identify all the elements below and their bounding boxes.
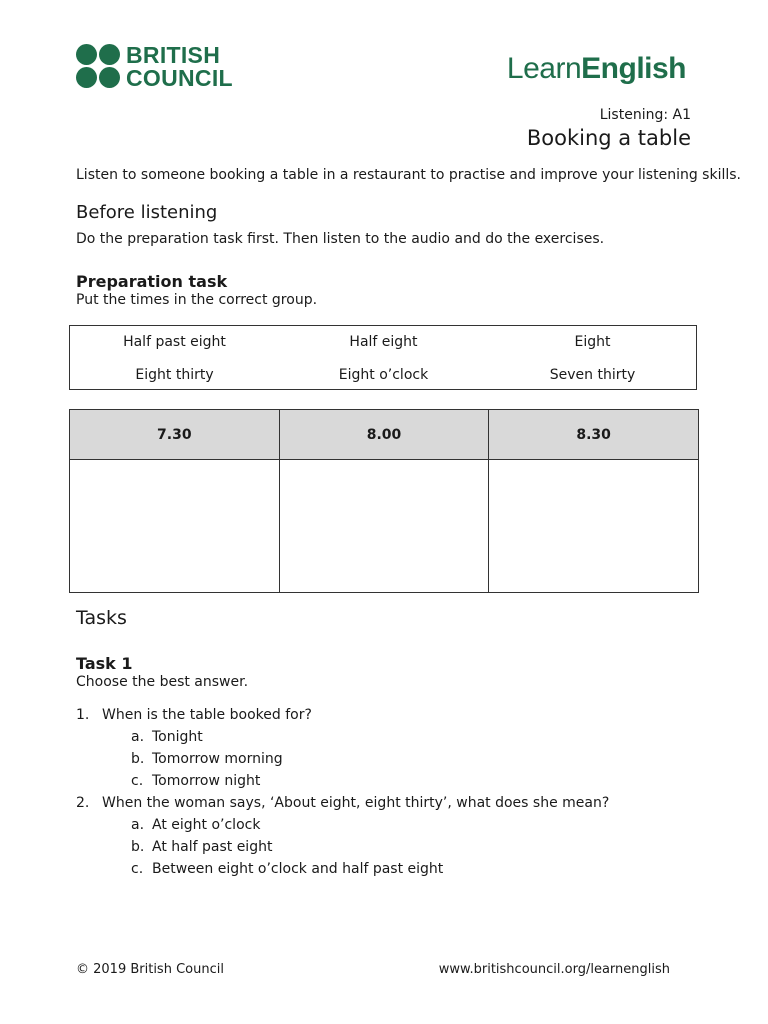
option-text[interactable]: Between eight o’clock and half past eight bbox=[152, 861, 444, 877]
question-number: 1. bbox=[76, 707, 90, 723]
footer-copyright: © 2019 British Council bbox=[76, 962, 224, 977]
question-text: When is the table booked for? bbox=[102, 707, 312, 723]
word-bank bbox=[69, 325, 697, 390]
task1-instruction: Choose the best answer. bbox=[76, 674, 249, 690]
word-item[interactable]: Eight o’clock bbox=[338, 367, 429, 383]
british-council-dots-icon bbox=[76, 44, 122, 90]
page-title: Booking a table bbox=[526, 126, 691, 150]
logo-english: English bbox=[581, 52, 686, 85]
word-item[interactable]: Half eight bbox=[349, 334, 418, 350]
option-letter: a. bbox=[131, 817, 145, 833]
answer-cell[interactable] bbox=[279, 460, 489, 593]
task1-heading: Task 1 bbox=[76, 654, 133, 673]
column-header: 8.30 bbox=[489, 410, 699, 460]
option-letter: c. bbox=[131, 861, 144, 877]
column-header: 8.00 bbox=[279, 410, 489, 460]
option-letter: b. bbox=[131, 839, 145, 855]
brand-line-1: BRITISH bbox=[126, 42, 221, 68]
intro-text: Listen to someone booking a table in a restaurant to practise and improve your listening skills. bbox=[76, 167, 741, 183]
question-number: 2. bbox=[76, 795, 90, 811]
option-text[interactable]: At half past eight bbox=[152, 839, 273, 855]
column-header: 7.30 bbox=[70, 410, 280, 460]
table-header-row bbox=[70, 410, 699, 460]
preparation-heading: Preparation task bbox=[76, 272, 228, 291]
option-letter: a. bbox=[131, 729, 145, 745]
question-text: When the woman says, ‘About eight, eight thirty’, what does she mean? bbox=[102, 795, 610, 811]
word-item[interactable]: Half past eight bbox=[123, 334, 226, 350]
word-item[interactable]: Seven thirty bbox=[549, 367, 636, 383]
brand-line-2: COUNCIL bbox=[126, 65, 233, 91]
learnenglish-logo bbox=[507, 52, 686, 86]
footer-url-link[interactable]: www.britishcouncil.org/learnenglish bbox=[438, 962, 670, 977]
option-letter: b. bbox=[131, 751, 145, 767]
british-council-logo bbox=[76, 44, 236, 92]
answer-cell[interactable] bbox=[489, 460, 699, 593]
level-label: Listening: A1 bbox=[599, 107, 691, 123]
option-text[interactable]: Tomorrow morning bbox=[152, 751, 283, 767]
table-row bbox=[70, 460, 699, 593]
before-listening-instruction: Do the preparation task first. Then listen to the audio and do the exercises. bbox=[76, 231, 605, 247]
option-text[interactable]: At eight o’clock bbox=[152, 817, 261, 833]
tasks-heading: Tasks bbox=[76, 607, 127, 629]
preparation-instruction: Put the times in the correct group. bbox=[76, 292, 318, 308]
option-text[interactable]: Tonight bbox=[152, 729, 203, 745]
option-text[interactable]: Tomorrow night bbox=[152, 773, 261, 789]
british-council-wordmark bbox=[126, 44, 233, 90]
option-letter: c. bbox=[131, 773, 144, 789]
before-listening-heading: Before listening bbox=[76, 202, 218, 223]
word-item[interactable]: Eight thirty bbox=[135, 367, 214, 383]
logo-learn: Learn bbox=[506, 52, 582, 85]
answer-cell[interactable] bbox=[70, 460, 280, 593]
word-item[interactable]: Eight bbox=[574, 334, 611, 350]
sorting-table bbox=[69, 409, 699, 593]
